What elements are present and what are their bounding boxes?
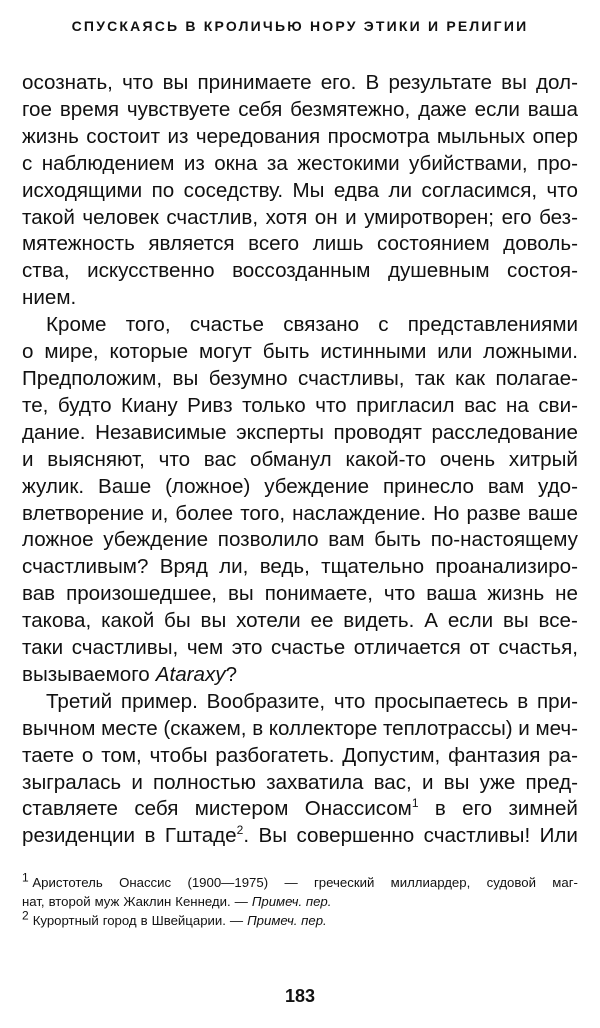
text-line: осознать, что вы принимаете его. В результате вы дол-	[22, 71, 578, 94]
text-line: вычном месте (скажем, в коллекторе теплотрассы) и меч-	[22, 716, 578, 740]
footnote-ref-2: 2	[236, 823, 244, 838]
text-line: исходящими по соседству. Мы едва ли согласимся, что	[22, 178, 578, 202]
footnote-2: $^2$ Курортный город в Швейцарии. — Примеч. пер.	[22, 908, 327, 928]
text-line: Предположим, вы безумно счастливы, так как полагае-	[22, 366, 578, 390]
text-line: такова, какой бы вы хотели ее видеть. А если вы все-	[22, 609, 578, 633]
text-line: Кроме того, счастье связано с представлениями	[46, 313, 578, 337]
text-line: зыгралась и полностью захватила вас, и вы уже пред-	[22, 770, 578, 794]
text-line: ложное убеждение позволило вам быть по-настоящему	[22, 528, 578, 552]
text-line: ства, искусственно воссозданным душевным состоя-	[22, 259, 578, 283]
text-line: жизнь состоит из чередования просмотра мыльных опер	[22, 124, 578, 148]
text-line: дание. Независимые эксперты проводят расследование	[22, 420, 578, 444]
text-line: влетворение и, более того, наслаждение. Но разве ваше	[22, 501, 578, 525]
text-line: таки счастливы, чем это счастье отличается от счастья,	[22, 636, 578, 660]
paragraph-1	[22, 70, 578, 312]
running-head: СПУСКАЯСЬ В КРОЛИЧЬЮ НОРУ ЭТИКИ И РЕЛИГИИ	[71, 18, 529, 34]
text-line: вызываемого Ataraxy?	[22, 662, 238, 686]
footnote-1: $^1$ Аристотель Онассис (1900—1975) — греческий миллиардер, судовой маг- нат, второй муж Жаклин Кеннеди. — Примеч. пер.	[22, 870, 578, 909]
paragraph-2	[22, 312, 578, 689]
text-line: с наблюдением из окна за жестокими убийствами, про-	[22, 151, 578, 175]
text-line: о мире, которые могут быть истинными или ложными.	[22, 340, 578, 364]
text-line: жулик. Ваше (ложное) убеждение принесло вам удо-	[22, 474, 578, 498]
text-line: счастливым? Вряд ли, ведь, тщательно проанализиро-	[22, 555, 578, 579]
text-line: гое время чувствуете себя безмятежно, даже если ваша	[22, 97, 578, 121]
text-line: и выясняют, что вас обманул какой-то очень хитрый	[22, 447, 578, 471]
text-line: те, будто Киану Ривз только что пригласил вас на сви-	[22, 393, 578, 417]
text-line: ставляете себя мистером Онассисом$^1$ в его зимней	[22, 796, 578, 821]
text-line: резиденции в Гштаде$^2$. Вы совершенно счастливы! Или	[22, 823, 578, 848]
text-line: таете о том, чтобы разбогатеть. Допустим, фантазия ра-	[22, 743, 578, 767]
text-line: нием.	[22, 286, 77, 310]
page-number: 183	[284, 986, 316, 1006]
text-line: вав произошедшее, вы понимаете, что ваша жизнь не	[22, 582, 578, 606]
footnote-ref-1: 1	[411, 796, 419, 811]
footnotes	[22, 870, 578, 930]
text-line: мятежность является всего лишь состоянием доволь-	[22, 232, 578, 256]
text-line: такой человек счастлив, хотя он и умиротворен; его без-	[22, 205, 578, 229]
text-line: Третий пример. Вообразите, что просыпаетесь в при-	[46, 689, 578, 713]
italic-term: Ataraxy	[155, 662, 226, 686]
paragraph-3	[22, 689, 578, 850]
body-text	[22, 70, 578, 850]
